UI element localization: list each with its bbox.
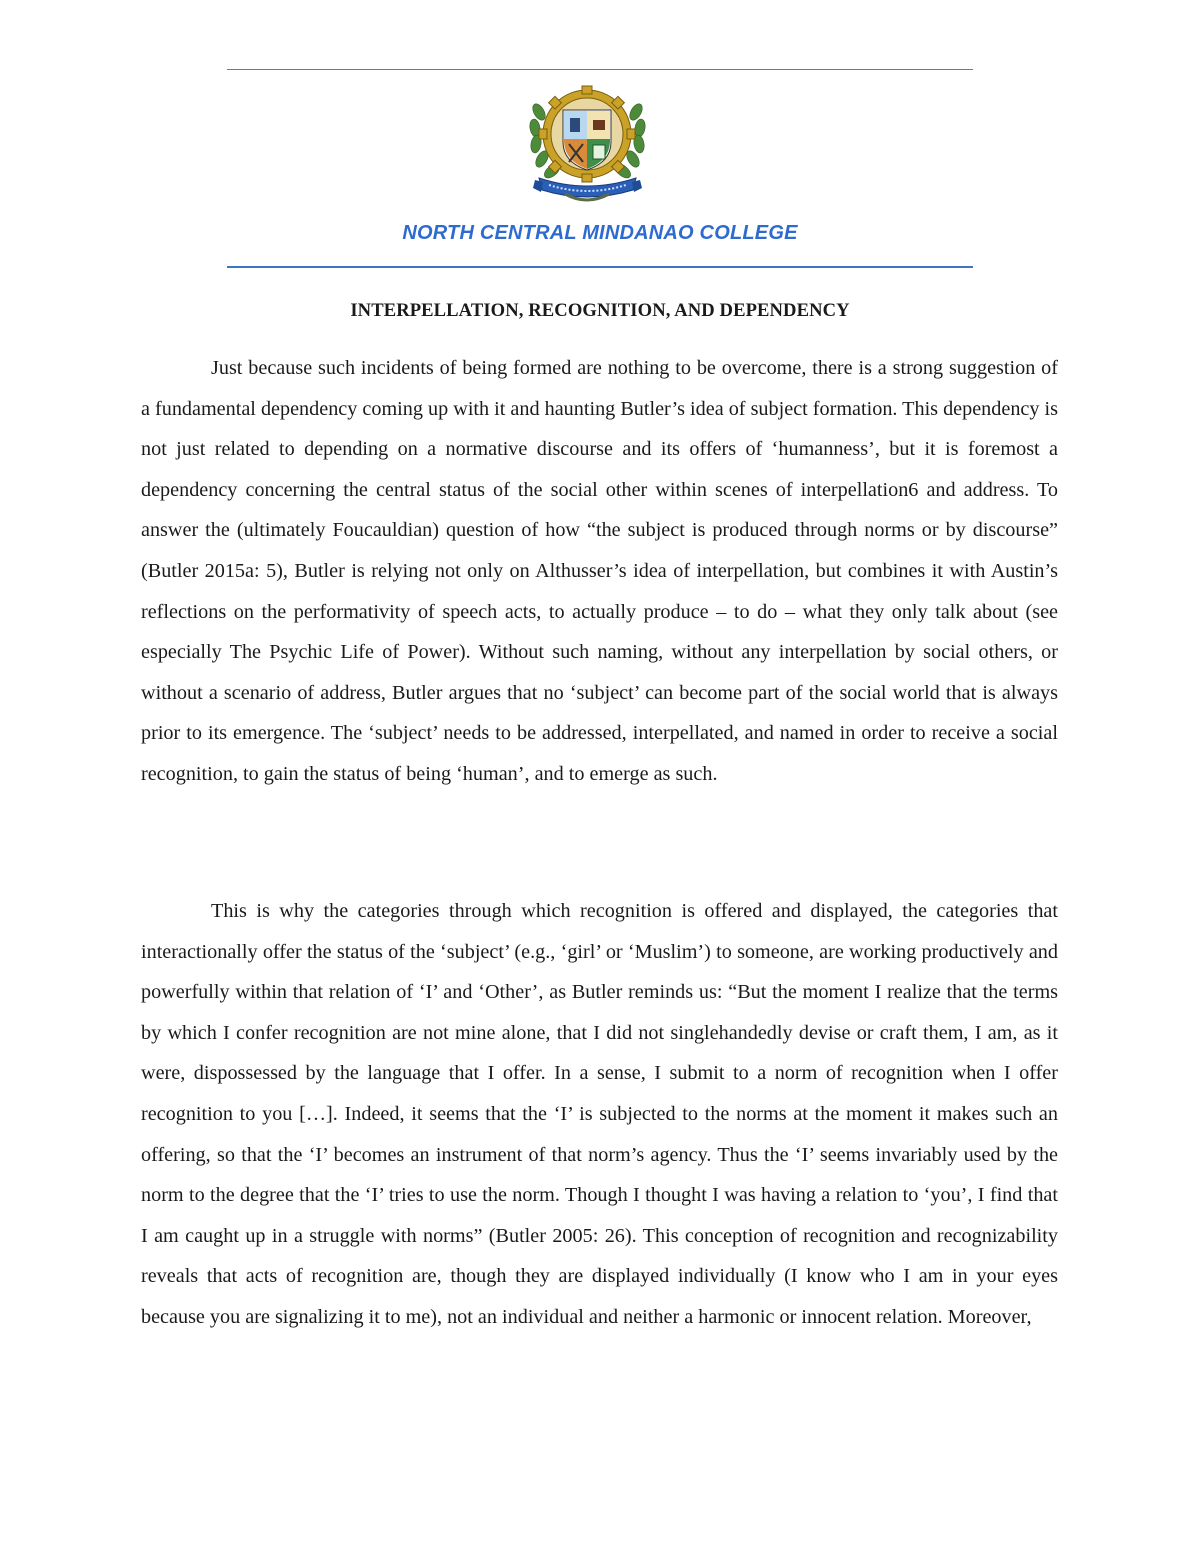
header-bottom-rule — [227, 266, 973, 268]
document-title: INTERPELLATION, RECOGNITION, AND DEPENDENCY — [350, 300, 850, 321]
college-seal-icon — [525, 82, 650, 207]
body-paragraph-1: Just because such incidents of being formed are nothing to be overcome, there is a strong suggestion of a fundamental dependency coming up with it and haunting Butler’s idea of subject formation. This dependency is not just related to depending on a normative discourse and its offers of ‘humanness’, but it is foremost a dependency concerning the central status of the social other within scenes of interpellation6 and address. To answer the (ultimately Foucauldian) question of how “the subject is produced through norms or by discourse” (Butler 2015a: 5), Butler is relying not only on Althusser’s idea of interpellation, but combines it with Austin’s reflections on the performativity of speech acts, to actually produce – to do – what they only talk about (see especially The Psychic Life of Power). Without such naming, without any interpellation by social others, or without a scenario of address, Butler argues that no ‘subject’ can become part of the social world that is always prior to its emergence. The ‘subject’ needs to be addressed, interpellated, and named in order to receive a social recognition, to gain the status of being ‘human’, and to emerge as such. — [141, 357, 1058, 785]
college-name: NORTH CENTRAL MINDANAO COLLEGE — [402, 222, 798, 244]
header-top-rule — [227, 69, 973, 70]
body-paragraph-2: This is why the categories through which recognition is offered and displayed, the categories that interactionally offer the status of the ‘subject’ (e.g., ‘girl’ or ‘Muslim’) to someone, are working productively and powerfully within that relation of ‘I’ and ‘Other’, as Butler reminds us: “But the moment I realize that the terms by which I confer recognition are not mine alone, that I did not singlehandedly devise or craft them, I am, as it were, dispossessed by the language that I offer. In a sense, I submit to a norm of recognition when I offer recognition to you […]. Indeed, it seems that the ‘I’ is subjected to the norms at the moment it makes such an offering, so that the ‘I’ becomes an instrument of that norm’s agency. Thus the ‘I’ seems invariably used by the norm to the degree that the ‘I’ tries to use the norm. Though I thought I was having a relation to ‘you’, I find that I am caught up in a struggle with norms” (Butler 2005: 26). This conception of recognition and recognizability reveals that acts of recognition are, though they are displayed individually (I know who I am in your eyes because you are signalizing it to me), not an individual and neither a harmonic or innocent relation. Moreover, — [141, 900, 1058, 1328]
